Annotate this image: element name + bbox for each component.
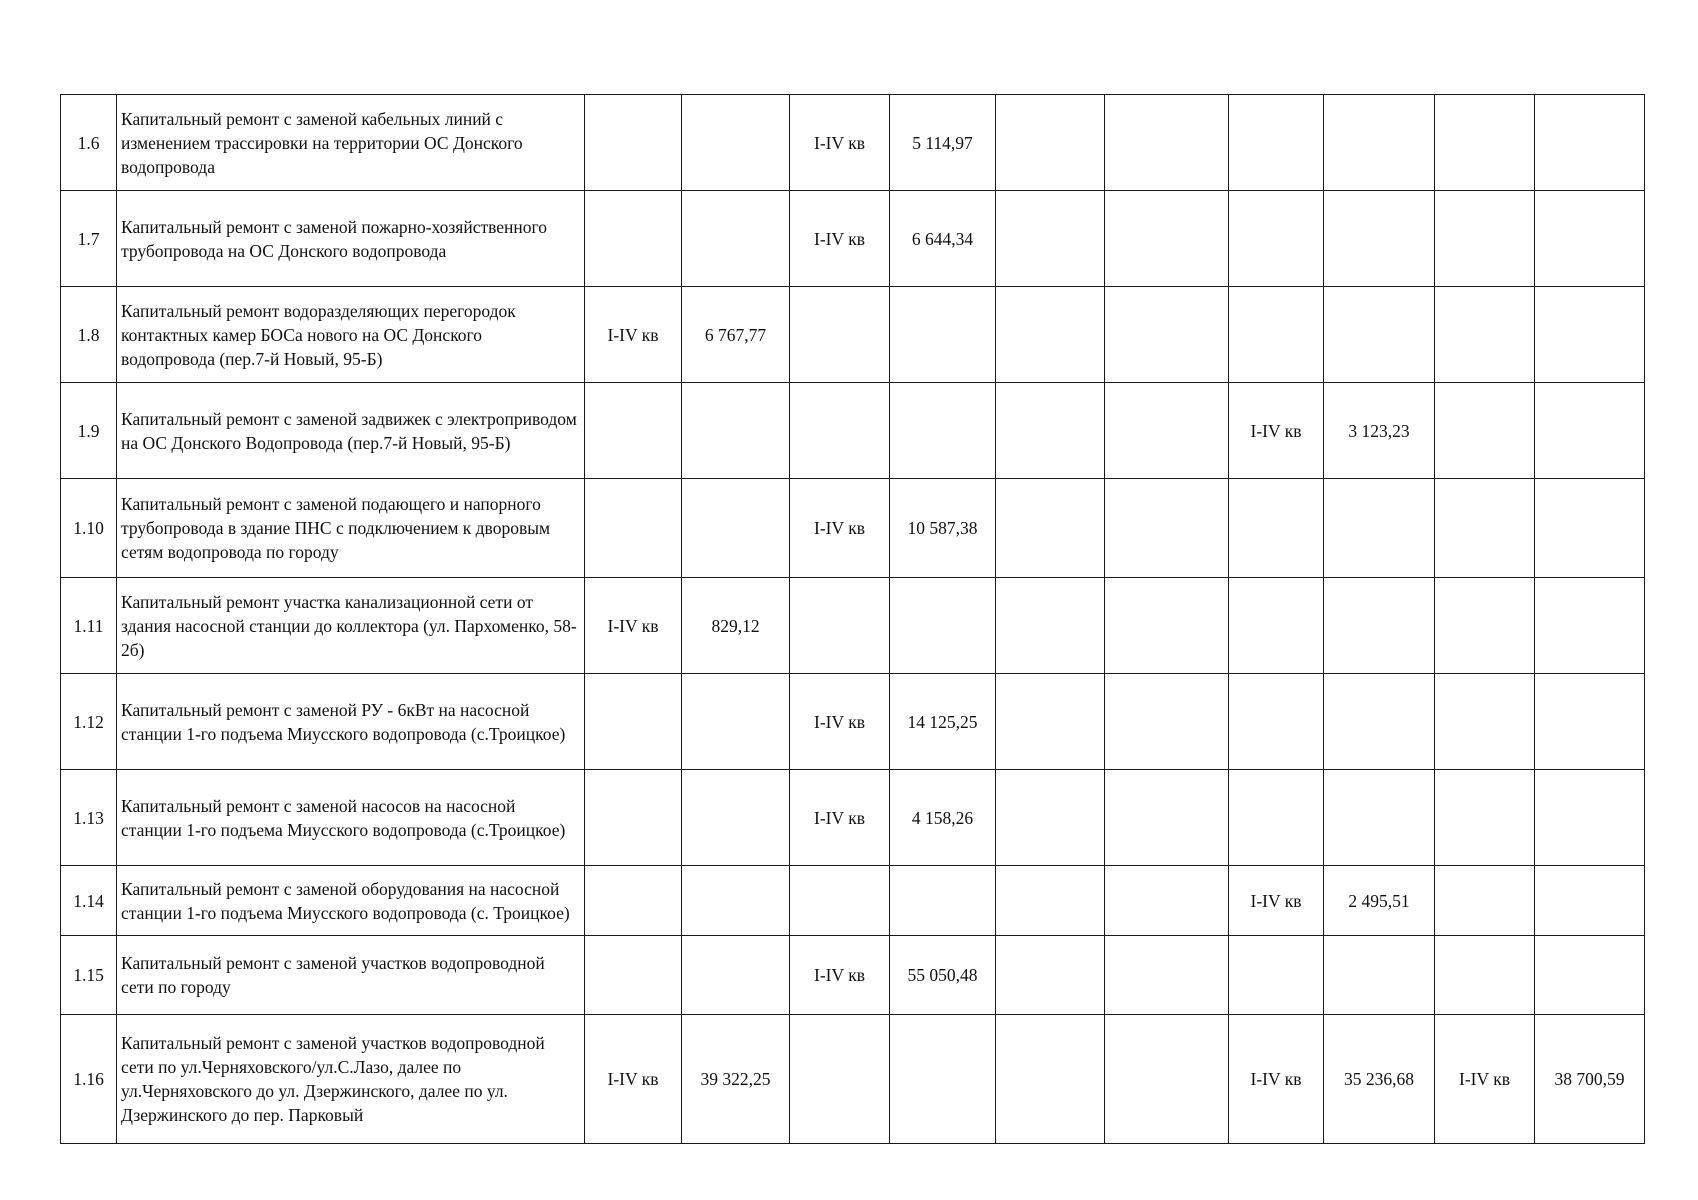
period-cell: I-IV кв xyxy=(1229,866,1324,936)
amount-cell: 5 114,97 xyxy=(890,95,996,191)
period-cell xyxy=(996,674,1105,770)
period-cell xyxy=(1435,578,1535,674)
amount-cell xyxy=(1535,578,1645,674)
period-cell: I-IV кв xyxy=(790,479,890,578)
table-body xyxy=(61,95,1645,1144)
amount-cell xyxy=(890,383,996,479)
amount-cell xyxy=(1535,95,1645,191)
works-schedule-table xyxy=(60,94,1645,1144)
amount-cell: 6 644,34 xyxy=(890,191,996,287)
period-cell xyxy=(790,383,890,479)
amount-cell xyxy=(1535,287,1645,383)
period-cell xyxy=(1229,191,1324,287)
row-number: 1.14 xyxy=(61,866,117,936)
amount-cell xyxy=(1105,191,1229,287)
amount-cell xyxy=(1535,866,1645,936)
row-number: 1.12 xyxy=(61,674,117,770)
amount-cell xyxy=(682,383,790,479)
amount-cell xyxy=(1535,936,1645,1015)
period-cell: I-IV кв xyxy=(1435,1015,1535,1144)
period-cell xyxy=(1435,95,1535,191)
period-cell xyxy=(996,383,1105,479)
amount-cell: 6 767,77 xyxy=(682,287,790,383)
row-number: 1.10 xyxy=(61,479,117,578)
period-cell xyxy=(996,866,1105,936)
work-description: Капитальный ремонт с заменой РУ - 6кВт на насосной станции 1-го подъема Миусского водопровода (с.Троицкое) xyxy=(117,674,585,770)
work-description: Капитальный ремонт с заменой кабельных линий с изменением трассировки на территории ОС Донского водопровода xyxy=(117,95,585,191)
amount-cell xyxy=(1105,479,1229,578)
period-cell xyxy=(996,479,1105,578)
amount-cell xyxy=(1105,383,1229,479)
table-row xyxy=(61,479,1645,578)
period-cell xyxy=(996,770,1105,866)
period-cell xyxy=(1229,479,1324,578)
amount-cell: 2 495,51 xyxy=(1324,866,1435,936)
amount-cell xyxy=(1535,383,1645,479)
amount-cell xyxy=(682,770,790,866)
amount-cell xyxy=(1324,674,1435,770)
table-row xyxy=(61,1015,1645,1144)
work-description: Капитальный ремонт с заменой насосов на насосной станции 1-го подъема Миусского водопровода (с.Троицкое) xyxy=(117,770,585,866)
period-cell xyxy=(996,1015,1105,1144)
amount-cell xyxy=(682,936,790,1015)
amount-cell: 10 587,38 xyxy=(890,479,996,578)
amount-cell xyxy=(1105,674,1229,770)
period-cell xyxy=(1435,479,1535,578)
row-number: 1.16 xyxy=(61,1015,117,1144)
amount-cell xyxy=(1535,479,1645,578)
amount-cell xyxy=(1324,191,1435,287)
table-row xyxy=(61,936,1645,1015)
amount-cell xyxy=(1535,674,1645,770)
period-cell: I-IV кв xyxy=(1229,383,1324,479)
row-number: 1.11 xyxy=(61,578,117,674)
period-cell xyxy=(1229,674,1324,770)
period-cell xyxy=(585,95,682,191)
work-description: Капитальный ремонт с заменой участков водопроводной сети по городу xyxy=(117,936,585,1015)
period-cell xyxy=(1435,191,1535,287)
row-number: 1.13 xyxy=(61,770,117,866)
amount-cell xyxy=(1324,287,1435,383)
table-row xyxy=(61,578,1645,674)
period-cell xyxy=(996,95,1105,191)
period-cell xyxy=(790,287,890,383)
period-cell xyxy=(585,770,682,866)
row-number: 1.15 xyxy=(61,936,117,1015)
work-description: Капитальный ремонт с заменой подающего и напорного трубопровода в здание ПНС с подключением к дворовым сетям водопровода по городу xyxy=(117,479,585,578)
period-cell: I-IV кв xyxy=(790,95,890,191)
table-row xyxy=(61,287,1645,383)
period-cell xyxy=(996,287,1105,383)
work-description: Капитальный ремонт водоразделяющих перегородок контактных камер БОСа нового на ОС Донского водопровода (пер.7-й Новый, 95-Б) xyxy=(117,287,585,383)
amount-cell: 55 050,48 xyxy=(890,936,996,1015)
amount-cell xyxy=(890,287,996,383)
amount-cell xyxy=(1105,1015,1229,1144)
row-number: 1.6 xyxy=(61,95,117,191)
period-cell xyxy=(1435,383,1535,479)
period-cell: I-IV кв xyxy=(790,770,890,866)
amount-cell: 4 158,26 xyxy=(890,770,996,866)
period-cell xyxy=(1229,770,1324,866)
work-description: Капитальный ремонт с заменой участков водопроводной сети по ул.Черняховского/ул.С.Лазо, далее по ул.Черняховского до ул. Дзержинского, далее по ул. Дзержинского до пер. Парковый xyxy=(117,1015,585,1144)
amount-cell xyxy=(1105,866,1229,936)
period-cell xyxy=(996,578,1105,674)
period-cell xyxy=(1229,95,1324,191)
period-cell xyxy=(1435,287,1535,383)
amount-cell: 3 123,23 xyxy=(1324,383,1435,479)
amount-cell xyxy=(682,479,790,578)
work-description: Капитальный ремонт участка канализационной сети от здания насосной станции до коллектора (ул. Пархоменко, 58-2б) xyxy=(117,578,585,674)
amount-cell: 39 322,25 xyxy=(682,1015,790,1144)
amount-cell xyxy=(1105,95,1229,191)
amount-cell xyxy=(1535,770,1645,866)
period-cell xyxy=(1229,936,1324,1015)
period-cell: I-IV кв xyxy=(585,1015,682,1144)
period-cell xyxy=(1435,866,1535,936)
row-number: 1.9 xyxy=(61,383,117,479)
table-row xyxy=(61,95,1645,191)
row-number: 1.8 xyxy=(61,287,117,383)
amount-cell xyxy=(1324,578,1435,674)
amount-cell xyxy=(1105,936,1229,1015)
table-row xyxy=(61,383,1645,479)
amount-cell xyxy=(682,866,790,936)
period-cell xyxy=(585,936,682,1015)
amount-cell xyxy=(1324,936,1435,1015)
period-cell xyxy=(1435,936,1535,1015)
table-row xyxy=(61,770,1645,866)
work-description: Капитальный ремонт с заменой задвижек с электроприводом на ОС Донского Водопровода (пер.7-й Новый, 95-Б) xyxy=(117,383,585,479)
period-cell xyxy=(790,1015,890,1144)
amount-cell xyxy=(682,674,790,770)
amount-cell xyxy=(1324,95,1435,191)
amount-cell xyxy=(1324,770,1435,866)
amount-cell: 829,12 xyxy=(682,578,790,674)
table-row xyxy=(61,191,1645,287)
period-cell: I-IV кв xyxy=(790,936,890,1015)
period-cell xyxy=(585,866,682,936)
row-number: 1.7 xyxy=(61,191,117,287)
period-cell: I-IV кв xyxy=(790,674,890,770)
amount-cell xyxy=(1105,287,1229,383)
amount-cell xyxy=(1535,191,1645,287)
period-cell xyxy=(585,191,682,287)
period-cell xyxy=(996,191,1105,287)
period-cell xyxy=(1229,578,1324,674)
amount-cell xyxy=(1105,578,1229,674)
amount-cell: 38 700,59 xyxy=(1535,1015,1645,1144)
amount-cell: 35 236,68 xyxy=(1324,1015,1435,1144)
period-cell xyxy=(585,479,682,578)
amount-cell xyxy=(890,866,996,936)
period-cell xyxy=(790,578,890,674)
amount-cell xyxy=(890,1015,996,1144)
period-cell: I-IV кв xyxy=(790,191,890,287)
period-cell xyxy=(1435,674,1535,770)
amount-cell xyxy=(1105,770,1229,866)
amount-cell xyxy=(890,578,996,674)
period-cell xyxy=(996,936,1105,1015)
table-row xyxy=(61,866,1645,936)
period-cell xyxy=(1435,770,1535,866)
period-cell xyxy=(585,383,682,479)
amount-cell xyxy=(1324,479,1435,578)
period-cell: I-IV кв xyxy=(585,287,682,383)
amount-cell xyxy=(682,95,790,191)
work-description: Капитальный ремонт с заменой пожарно-хозяйственного трубопровода на ОС Донского водопровода xyxy=(117,191,585,287)
work-description: Капитальный ремонт с заменой оборудования на насосной станции 1-го подъема Миусского водопровода (с. Троицкое) xyxy=(117,866,585,936)
period-cell xyxy=(1229,287,1324,383)
amount-cell xyxy=(682,191,790,287)
period-cell: I-IV кв xyxy=(585,578,682,674)
period-cell xyxy=(585,674,682,770)
amount-cell: 14 125,25 xyxy=(890,674,996,770)
period-cell xyxy=(790,866,890,936)
period-cell: I-IV кв xyxy=(1229,1015,1324,1144)
table-row xyxy=(61,674,1645,770)
